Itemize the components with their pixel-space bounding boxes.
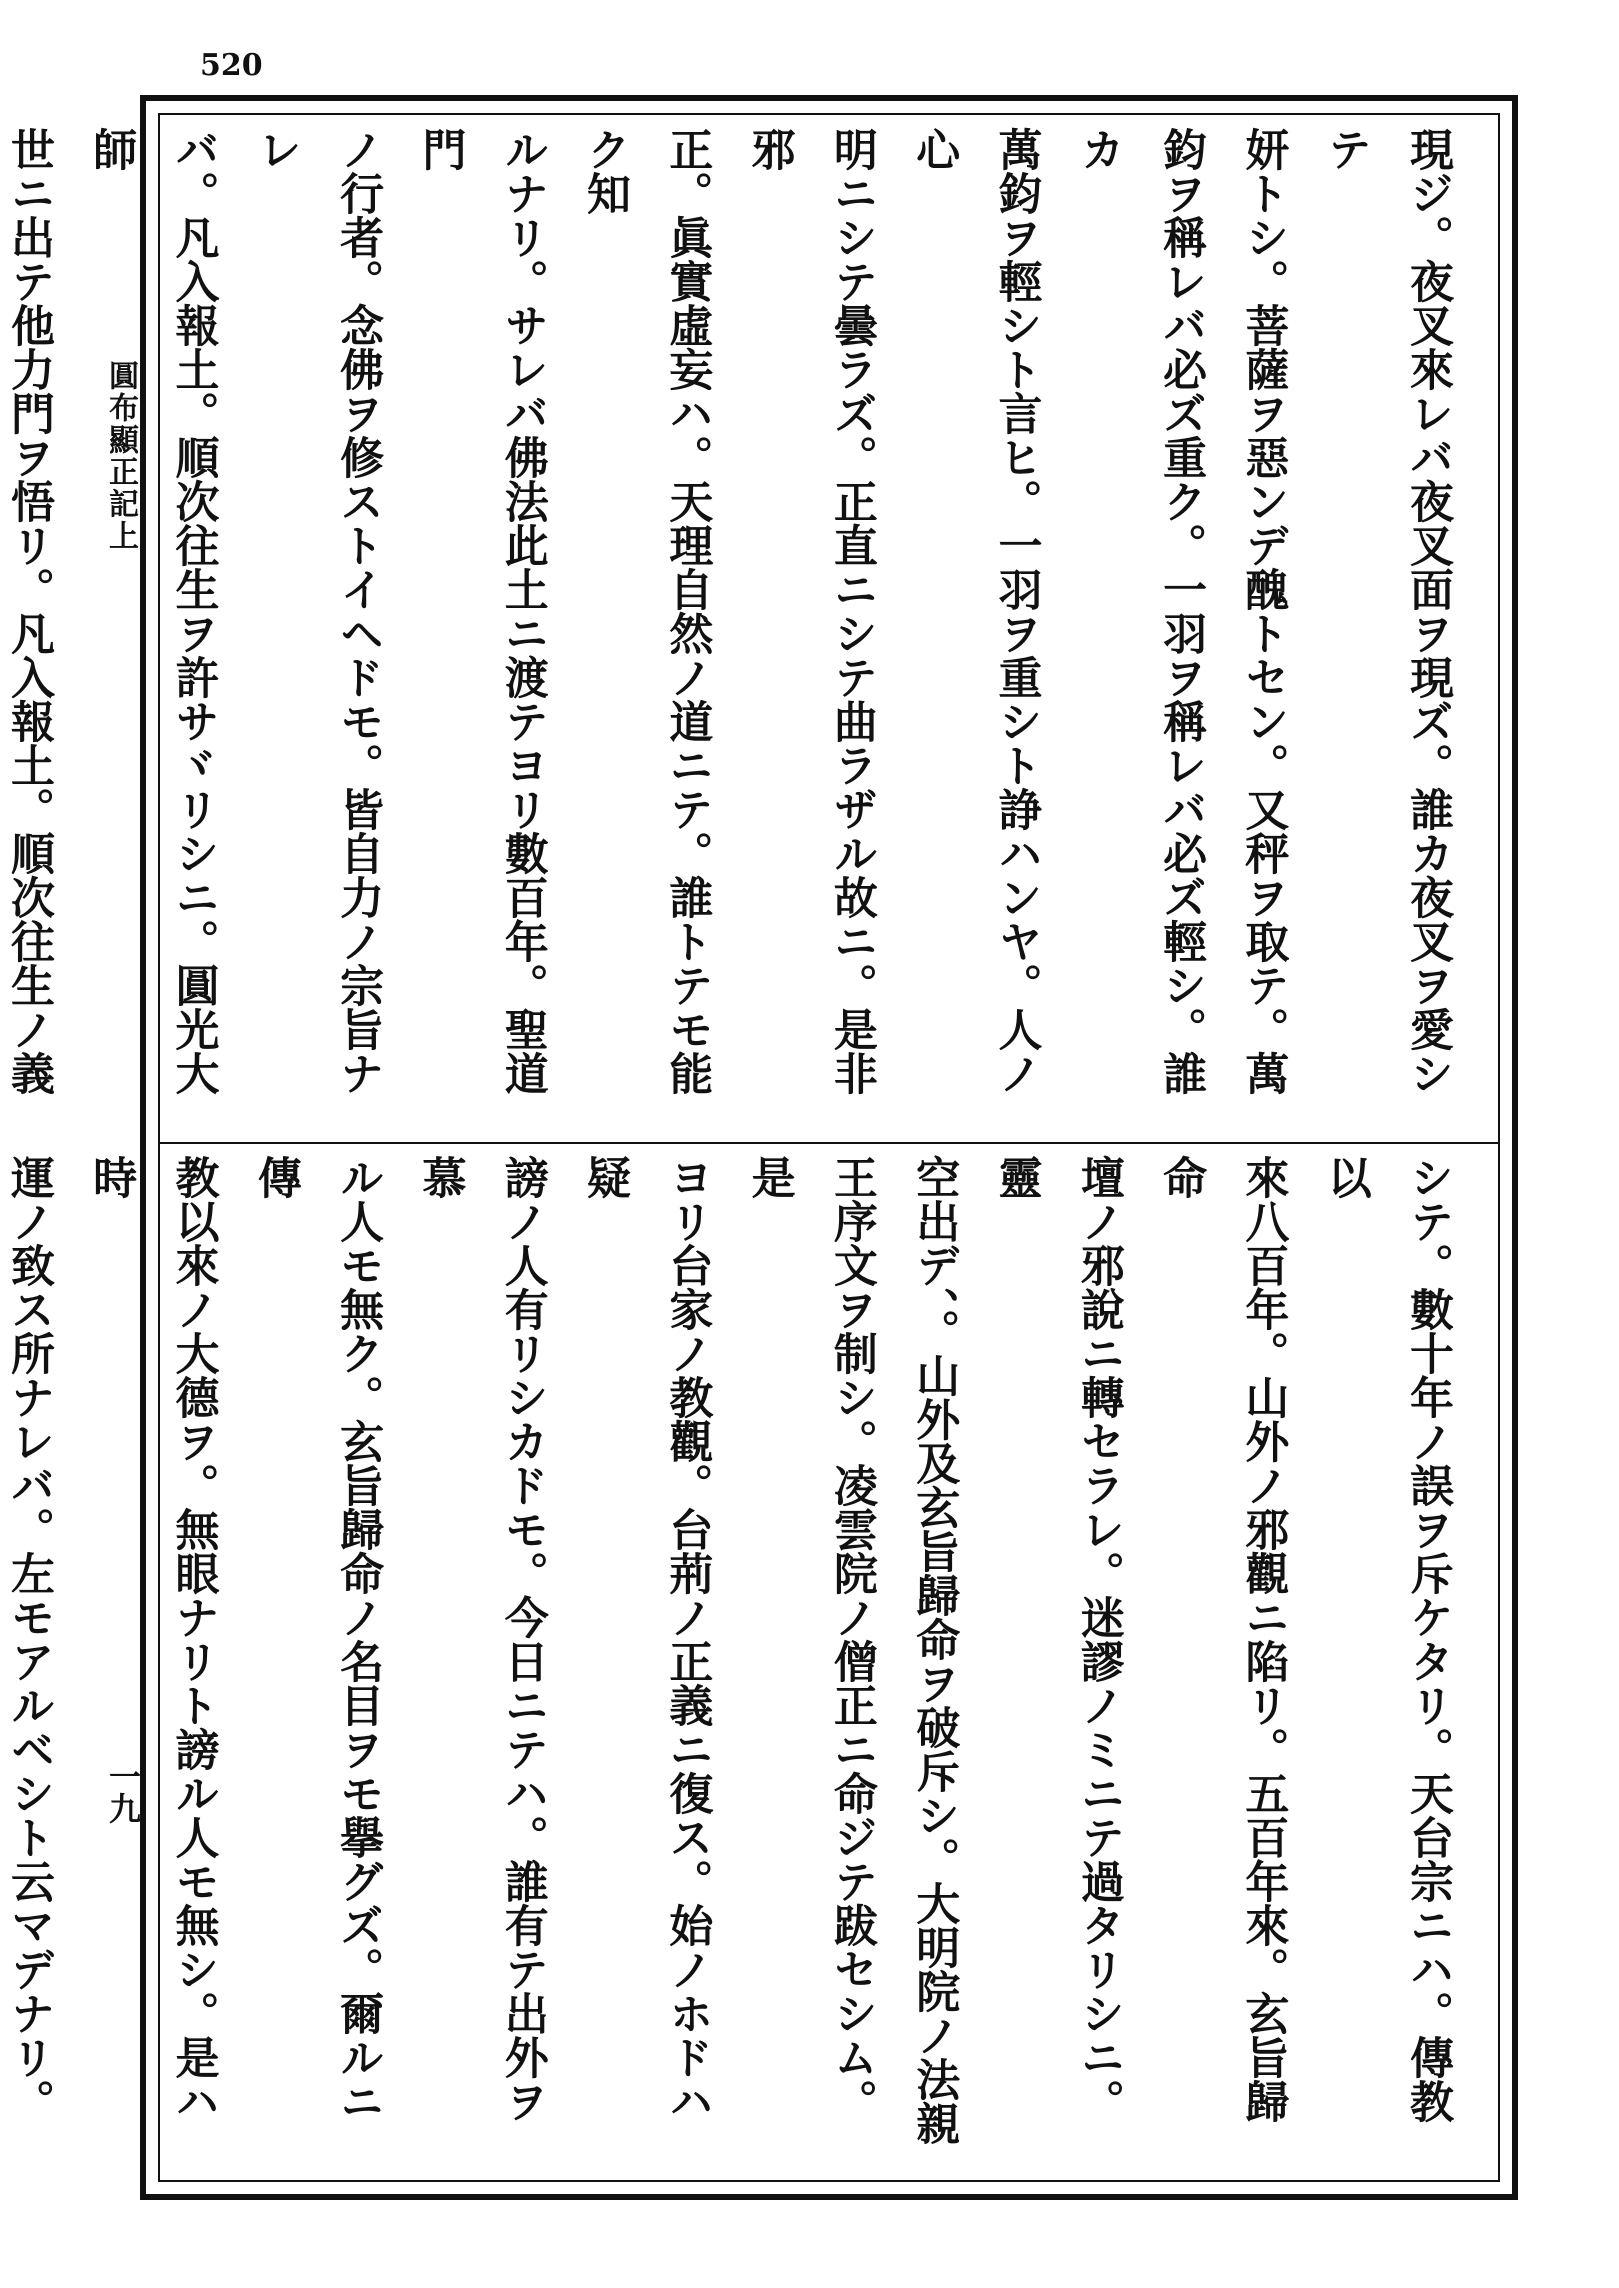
running-title: 圓布顯正記上	[103, 360, 138, 552]
text-line: バ。凡入報土。順次往生ヲ許サヾリシニ。圓光大師	[85, 127, 219, 1095]
text-line: 世ニ出テ他力門ヲ悟リ。凡入報土。順次往生ノ義	[2, 127, 54, 1095]
folio-number: 一九	[104, 1760, 142, 1824]
text-line: 教以來ノ大德ヲ。無眼ナリト謗ル人モ無シ。是ハ時	[85, 1155, 219, 2123]
text-line: シテ。數十年ノ誤ヲ斥ケタリ。天台宗ニハ。傳教以	[1319, 1155, 1453, 2123]
text-line: 運ノ致ス所ナレバ。左モアルベシト云マデナリ。	[2, 1155, 54, 2123]
text-line: 正。眞實虛妄ハ。天理自然ノ道ニテ。誰トテモ能ク知	[579, 127, 713, 1095]
section-divider	[160, 1142, 1498, 1144]
text-line: 來八百年。山外ノ邪觀ニ陷リ。五百年來。玄旨歸命	[1155, 1155, 1289, 2123]
text-line: 萬鈞ヲ輕シト言ヒ。一羽ヲ重シト諍ハンヤ。人ノ心	[908, 127, 1042, 1095]
text-line: 謗ノ人有リシカドモ。今日ニテハ。誰有テ出外ヲ慕	[414, 1155, 548, 2123]
text-line: 王序文ヲ制シ。凌雲院ノ僧正ニ命ジテ跋セシム。是	[743, 1155, 877, 2123]
page-number: 520	[200, 48, 263, 83]
text-line: ルナリ。サレバ佛法此土ニ渡テヨリ數百年。聖道門	[414, 127, 548, 1095]
text-line: ル人モ無ク。玄旨歸命ノ名目ヲモ擧グズ。爾ルニ傳	[249, 1155, 384, 2123]
text-line: 妍トシ。菩薩ヲ惡ンデ醜トセン。又秤ヲ取テ。萬	[1237, 127, 1289, 1095]
text-line: ノ行者。念佛ヲ修ストイヘドモ。皆自力ノ宗旨ナレ	[249, 127, 384, 1095]
text-line: 明ニシテ曇ラズ。正直ニシテ曲ラザル故ニ。是非邪	[743, 127, 877, 1095]
text-line: 鈞ヲ稱レバ必ズ重ク。一羽ヲ稱レバ必ズ輕シ。誰カ	[1072, 127, 1207, 1095]
text-line: 現ジ。夜叉來レバ夜叉面ヲ現ズ。誰カ夜叉ヲ愛シテ	[1319, 127, 1453, 1095]
text-line: 壇ノ邪說ニ轉セラレ。迷謬ノミニテ過タリシニ。靈	[990, 1155, 1124, 2123]
text-line: 空出デ、。山外及玄旨歸命ヲ破斥シ。大明院ノ法親	[908, 1155, 960, 2145]
text-line: ヨリ台家ノ教觀。台荊ノ正義ニ復ス。始ノホドハ疑	[579, 1155, 713, 2123]
